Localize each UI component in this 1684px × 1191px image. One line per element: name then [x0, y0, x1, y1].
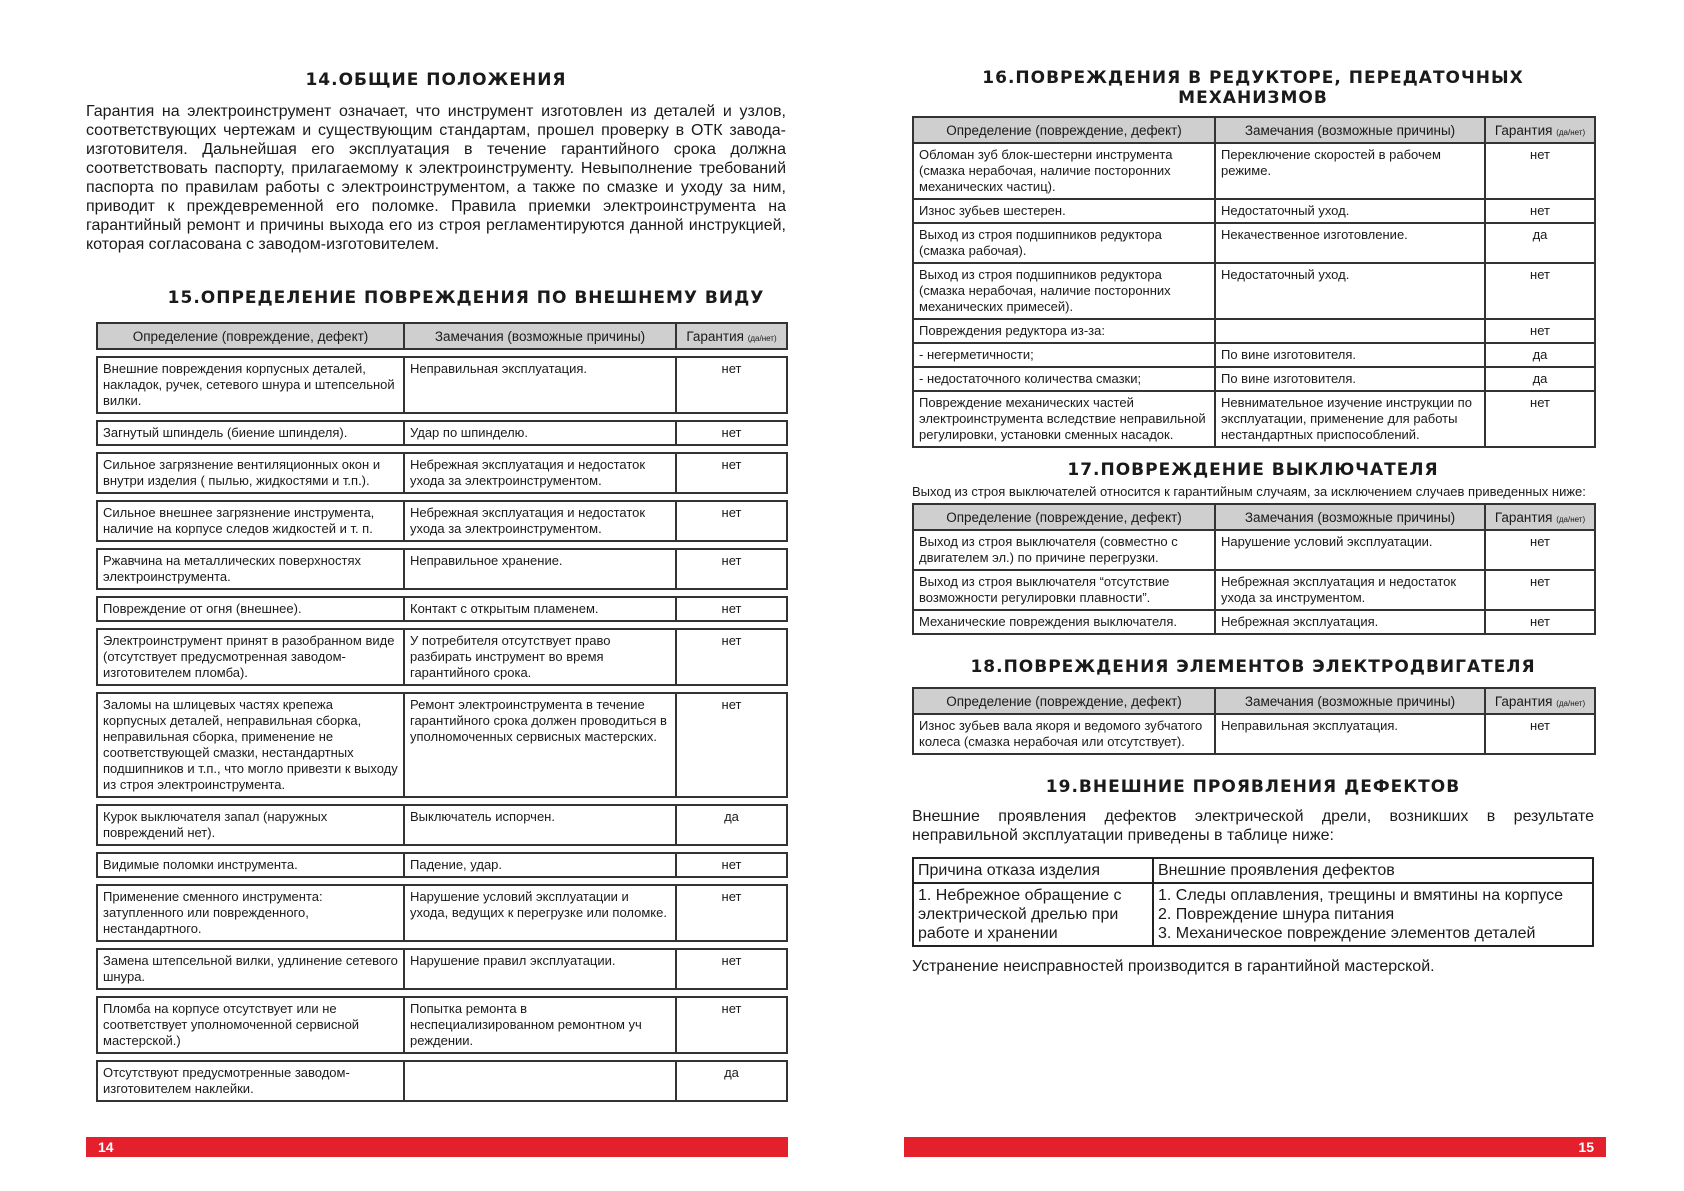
section-19-intro: Внешние проявления дефектов электрической дрели, возникших в результате неправильной эксплуатации приведены в таблице ниже: [912, 808, 1594, 844]
left-page [86, 0, 786, 1191]
table-row [913, 367, 1595, 391]
section-14-title: 14.ОБЩИЕ ПОЛОЖЕНИЯ [305, 70, 567, 90]
warranty-cell: да [1485, 367, 1595, 391]
definition-cell: Сильное загрязнение вентиляционных окон и внутри изделия ( пылью, жидкостями и т.п.). [97, 453, 404, 493]
remarks-cell: Контакт с открытым пламенем. [404, 597, 676, 621]
remarks-cell: У потребителя отсутствует право разбирать инструмент во время гарантийного срока. [404, 629, 676, 685]
col-header-warranty: Гарантия (да/нет) [1485, 688, 1595, 714]
definition-cell: Выход из строя выключателя (совместно с двигателем эл.) по причине перегрузки. [913, 530, 1215, 570]
table-row [97, 629, 787, 685]
remarks-cell: Нарушение условий эксплуатации. [1215, 530, 1485, 570]
warranty-cell: нет [676, 549, 787, 589]
col-header-warranty: Гарантия (да/нет) [676, 323, 787, 349]
warranty-cell: нет [676, 453, 787, 493]
section-19-title: 19.ВНЕШНИЕ ПРОЯВЛЕНИЯ ДЕФЕКТОВ [1045, 777, 1461, 797]
definition-cell: Видимые поломки инструмента. [97, 853, 404, 877]
remarks-cell: Неправильная эксплуатация. [1215, 714, 1485, 754]
row-gap [97, 877, 787, 885]
definition-cell: Курок выключателя запал (наружных повреждений нет). [97, 805, 404, 845]
definition-cell: Внешние повреждения корпусных деталей, накладок, ручек, сетевого шнура и штепсельной вилки. [97, 357, 404, 413]
row-gap [97, 1053, 787, 1061]
remarks-cell: Удар по шпинделю. [404, 421, 676, 445]
col-header-warranty: Гарантия (да/нет) [1485, 504, 1595, 530]
col-header-definition: Определение (повреждение, дефект) [97, 323, 404, 349]
section-18-title: 18.ПОВРЕЖДЕНИЯ ЭЛЕМЕНТОВ ЭЛЕКТРОДВИГАТЕЛЯ [970, 657, 1536, 677]
warranty-cell: нет [676, 357, 787, 413]
definition-cell: Повреждение от огня (внешнее). [97, 597, 404, 621]
section-16-table [912, 116, 1596, 448]
definition-cell: Выход из строя подшипников редуктора (смазка рабочая). [913, 223, 1215, 263]
table-row [913, 319, 1595, 343]
row-gap [97, 797, 787, 805]
warranty-cell: нет [1485, 570, 1595, 610]
row-gap [97, 349, 787, 357]
remarks-cell [404, 1061, 676, 1101]
definition-cell: Износ зубьев вала якоря и ведомого зубчатого колеса (смазка нерабочая или отсутствует). [913, 714, 1215, 754]
definition-cell: Повреждения редуктора из-за: [913, 319, 1215, 343]
definition-cell: Отсутствуют предусмотренные заводом-изготовителем наклейки. [97, 1061, 404, 1101]
table-row [97, 693, 787, 797]
section-17-title: 17.ПОВРЕЖДЕНИЕ ВЫКЛЮЧАТЕЛЯ [1067, 460, 1439, 480]
col-header-remarks: Замечания (возможные причины) [404, 323, 676, 349]
row-gap [97, 445, 787, 453]
table-row [913, 143, 1595, 199]
remarks-cell: Нарушение условий эксплуатации и ухода, ведущих к перегрузке или поломке. [404, 885, 676, 941]
remarks-cell: Падение, удар. [404, 853, 676, 877]
table-row [913, 263, 1595, 319]
remarks-cell: Некачественное изготовление. [1215, 223, 1485, 263]
effects-cell [1153, 883, 1593, 946]
remarks-cell: Небрежная эксплуатация и недостаток ухода за электроинструментом. [404, 453, 676, 493]
row-gap [97, 941, 787, 949]
table-row [97, 1061, 787, 1101]
remarks-cell: Недостаточный уход. [1215, 263, 1485, 319]
warranty-cell: нет [1485, 319, 1595, 343]
section-16-title: 16.ПОВРЕЖДЕНИЯ В РЕДУКТОРЕ, ПЕРЕДАТОЧНЫХ МЕХАНИЗМОВ [982, 68, 1524, 108]
section-19-outro: Устранение неисправностей производится в гарантийной мастерской. [912, 958, 1435, 975]
section-18-table [912, 687, 1596, 755]
remarks-cell: Нарушение правил эксплуатации. [404, 949, 676, 989]
section-14-text: Гарантия на электроинструмент означает, что инструмент изготовлен из деталей и узлов, соответствующих чертежам и существующим стандартам, прошел проверку в ОТК завода-изготовителя. Дальнейшая его эксплуатация в течение гарантийного срока должна соответствовать паспорту, прилагаемому к электроинструменту. Невыполнение требований паспорта по правилам работы с электроинструментом, а также по смазке и уходу за ним, приводит к преждевременной его поломке. Правила приемки электроинструмента на гарантийный ремонт и причины выхода его из строя регламентируются данной инструкцией, которая согласована с заводом-изготовителем. [86, 103, 786, 253]
table-row [913, 223, 1595, 263]
section-15-title: 15.ОПРЕДЕЛЕНИЕ ПОВРЕЖДЕНИЯ ПО ВНЕШНЕМУ ВИДУ [167, 288, 765, 308]
definition-cell: Повреждение механических частей электроинструмента вследствие неправильной регулировки, установки сменных насадок. [913, 391, 1215, 447]
row-gap [97, 589, 787, 597]
definition-cell: Замена штепсельной вилки, удлинение сетевого шнура. [97, 949, 404, 989]
warranty-cell: да [1485, 223, 1595, 263]
effect-item: 3. Механическое повреждение элементов деталей [1158, 925, 1536, 942]
table-row [97, 453, 787, 493]
definition-cell: Выход из строя выключателя “отсутствие возможности регулировки плавности”. [913, 570, 1215, 610]
row-gap [97, 493, 787, 501]
warranty-cell: нет [1485, 391, 1595, 447]
col-header-cause: Причина отказа изделия [913, 858, 1153, 883]
row-gap [97, 413, 787, 421]
warranty-cell: нет [1485, 714, 1595, 754]
col-header-remarks: Замечания (возможные причины) [1215, 117, 1485, 143]
warranty-cell: нет [676, 885, 787, 941]
cause-cell: 1. Небрежное обращение с электрической дрелью при работе и хранении [913, 883, 1153, 946]
remarks-cell: Выключатель испорчен. [404, 805, 676, 845]
remarks-cell: По вине изготовителя. [1215, 343, 1485, 367]
warranty-cell: да [1485, 343, 1595, 367]
right-page [912, 0, 1594, 1191]
remarks-cell: Переключение скоростей в рабочем режиме. [1215, 143, 1485, 199]
remarks-cell: Ремонт электроинструмента в течение гарантийного срока должен проводиться в уполномоченных сервисных мастерских. [404, 693, 676, 797]
table-row [97, 997, 787, 1053]
remarks-cell: По вине изготовителя. [1215, 367, 1485, 391]
table-row [97, 501, 787, 541]
col-header-effects: Внешние проявления дефектов [1153, 858, 1593, 883]
table-row [97, 549, 787, 589]
definition-cell: Обломан зуб блок-шестерни инструмента (смазка нерабочая, наличие посторонних механических частиц). [913, 143, 1215, 199]
effect-item: 2. Повреждение шнура питания [1158, 906, 1395, 923]
definition-cell: Ржавчина на металлических поверхностях электроинструмента. [97, 549, 404, 589]
table-row [97, 853, 787, 877]
warranty-cell: нет [1485, 199, 1595, 223]
row-gap [97, 541, 787, 549]
warranty-cell: нет [1485, 143, 1595, 199]
remarks-cell: Небрежная эксплуатация и недостаток ухода за электроинструментом. [404, 501, 676, 541]
definition-cell: Электроинструмент принят в разобранном виде (отсутствует предусмотренная заводом-изготовителем пломба). [97, 629, 404, 685]
col-header-definition: Определение (повреждение, дефект) [913, 688, 1215, 714]
page-number-right: 15 [904, 1137, 1606, 1157]
table-row [97, 597, 787, 621]
warranty-cell: нет [1485, 530, 1595, 570]
row-gap [97, 685, 787, 693]
table-row [97, 421, 787, 445]
warranty-cell: нет [1485, 263, 1595, 319]
section-17-intro: Выход из строя выключателей относится к гарантийным случаям, за исключением случаев приведенных ниже: [912, 484, 1586, 499]
remarks-cell: Недостаточный уход. [1215, 199, 1485, 223]
warranty-cell: нет [676, 501, 787, 541]
remarks-cell: Невнимательное изучение инструкции по эксплуатации, применение для работы нестандартных приспособлений. [1215, 391, 1485, 447]
warranty-cell: нет [1485, 610, 1595, 634]
remarks-cell: Неправильная эксплуатация. [404, 357, 676, 413]
warranty-cell: нет [676, 949, 787, 989]
col-header-remarks: Замечания (возможные причины) [1215, 504, 1485, 530]
table-row [913, 343, 1595, 367]
definition-cell: Загнутый шпиндель (биение шпинделя). [97, 421, 404, 445]
table-row [913, 199, 1595, 223]
col-header-remarks: Замечания (возможные причины) [1215, 688, 1485, 714]
table-row [97, 885, 787, 941]
row-gap [97, 845, 787, 853]
row-gap [97, 621, 787, 629]
definition-cell: Механические повреждения выключателя. [913, 610, 1215, 634]
definition-cell: Заломы на шлицевых частях крепежа корпусных деталей, неправильная сборка, неправильная сборка, применение не соответствующей смазки, нестандартных подшипников и т.п., что могло привезти к выходу из строя электроинструмента. [97, 693, 404, 797]
table-row [913, 570, 1595, 610]
table-row [913, 714, 1595, 754]
definition-cell: Сильное внешнее загрязнение инструмента, наличие на корпусе следов жидкостей и т. п. [97, 501, 404, 541]
remarks-cell: Небрежная эксплуатация. [1215, 610, 1485, 634]
col-header-definition: Определение (повреждение, дефект) [913, 504, 1215, 530]
remarks-cell: Попытка ремонта в неспециализированном ремонтном уч реждении. [404, 997, 676, 1053]
definition-cell: Применение сменного инструмента: затупленного или поврежденного, нестандартного. [97, 885, 404, 941]
col-header-warranty: Гарантия (да/нет) [1485, 117, 1595, 143]
definition-cell: Пломба на корпусе отсутствует или не соответствует уполномоченной сервисной мастерской.) [97, 997, 404, 1053]
col-header-definition: Определение (повреждение, дефект) [913, 117, 1215, 143]
table-row [913, 530, 1595, 570]
table-row [97, 805, 787, 845]
section-17-table [912, 503, 1596, 635]
remarks-cell: Неправильное хранение. [404, 549, 676, 589]
remarks-cell [1215, 319, 1485, 343]
table-row [913, 610, 1595, 634]
effect-item: 1. Следы оплавления, трещины и вмятины на корпусе [1158, 887, 1563, 904]
definition-cell: Выход из строя подшипников редуктора (смазка нерабочая, наличие посторонних механических примесей). [913, 263, 1215, 319]
warranty-cell: нет [676, 421, 787, 445]
definition-cell: - негерметичности; [913, 343, 1215, 367]
warranty-cell: нет [676, 629, 787, 685]
warranty-cell: нет [676, 997, 787, 1053]
warranty-cell: да [676, 805, 787, 845]
table-row [97, 357, 787, 413]
warranty-cell: нет [676, 853, 787, 877]
section-19-table [912, 857, 1594, 947]
warranty-cell: нет [676, 693, 787, 797]
warranty-cell: да [676, 1061, 787, 1101]
definition-cell: Износ зубьев шестерен. [913, 199, 1215, 223]
row-gap [97, 989, 787, 997]
table-row [97, 949, 787, 989]
table-row [913, 391, 1595, 447]
warranty-cell: нет [676, 597, 787, 621]
page-number-left: 14 [86, 1137, 788, 1157]
section-15-table [96, 322, 788, 1102]
remarks-cell: Небрежная эксплуатация и недостаток ухода за инструментом. [1215, 570, 1485, 610]
definition-cell: - недостаточного количества смазки; [913, 367, 1215, 391]
